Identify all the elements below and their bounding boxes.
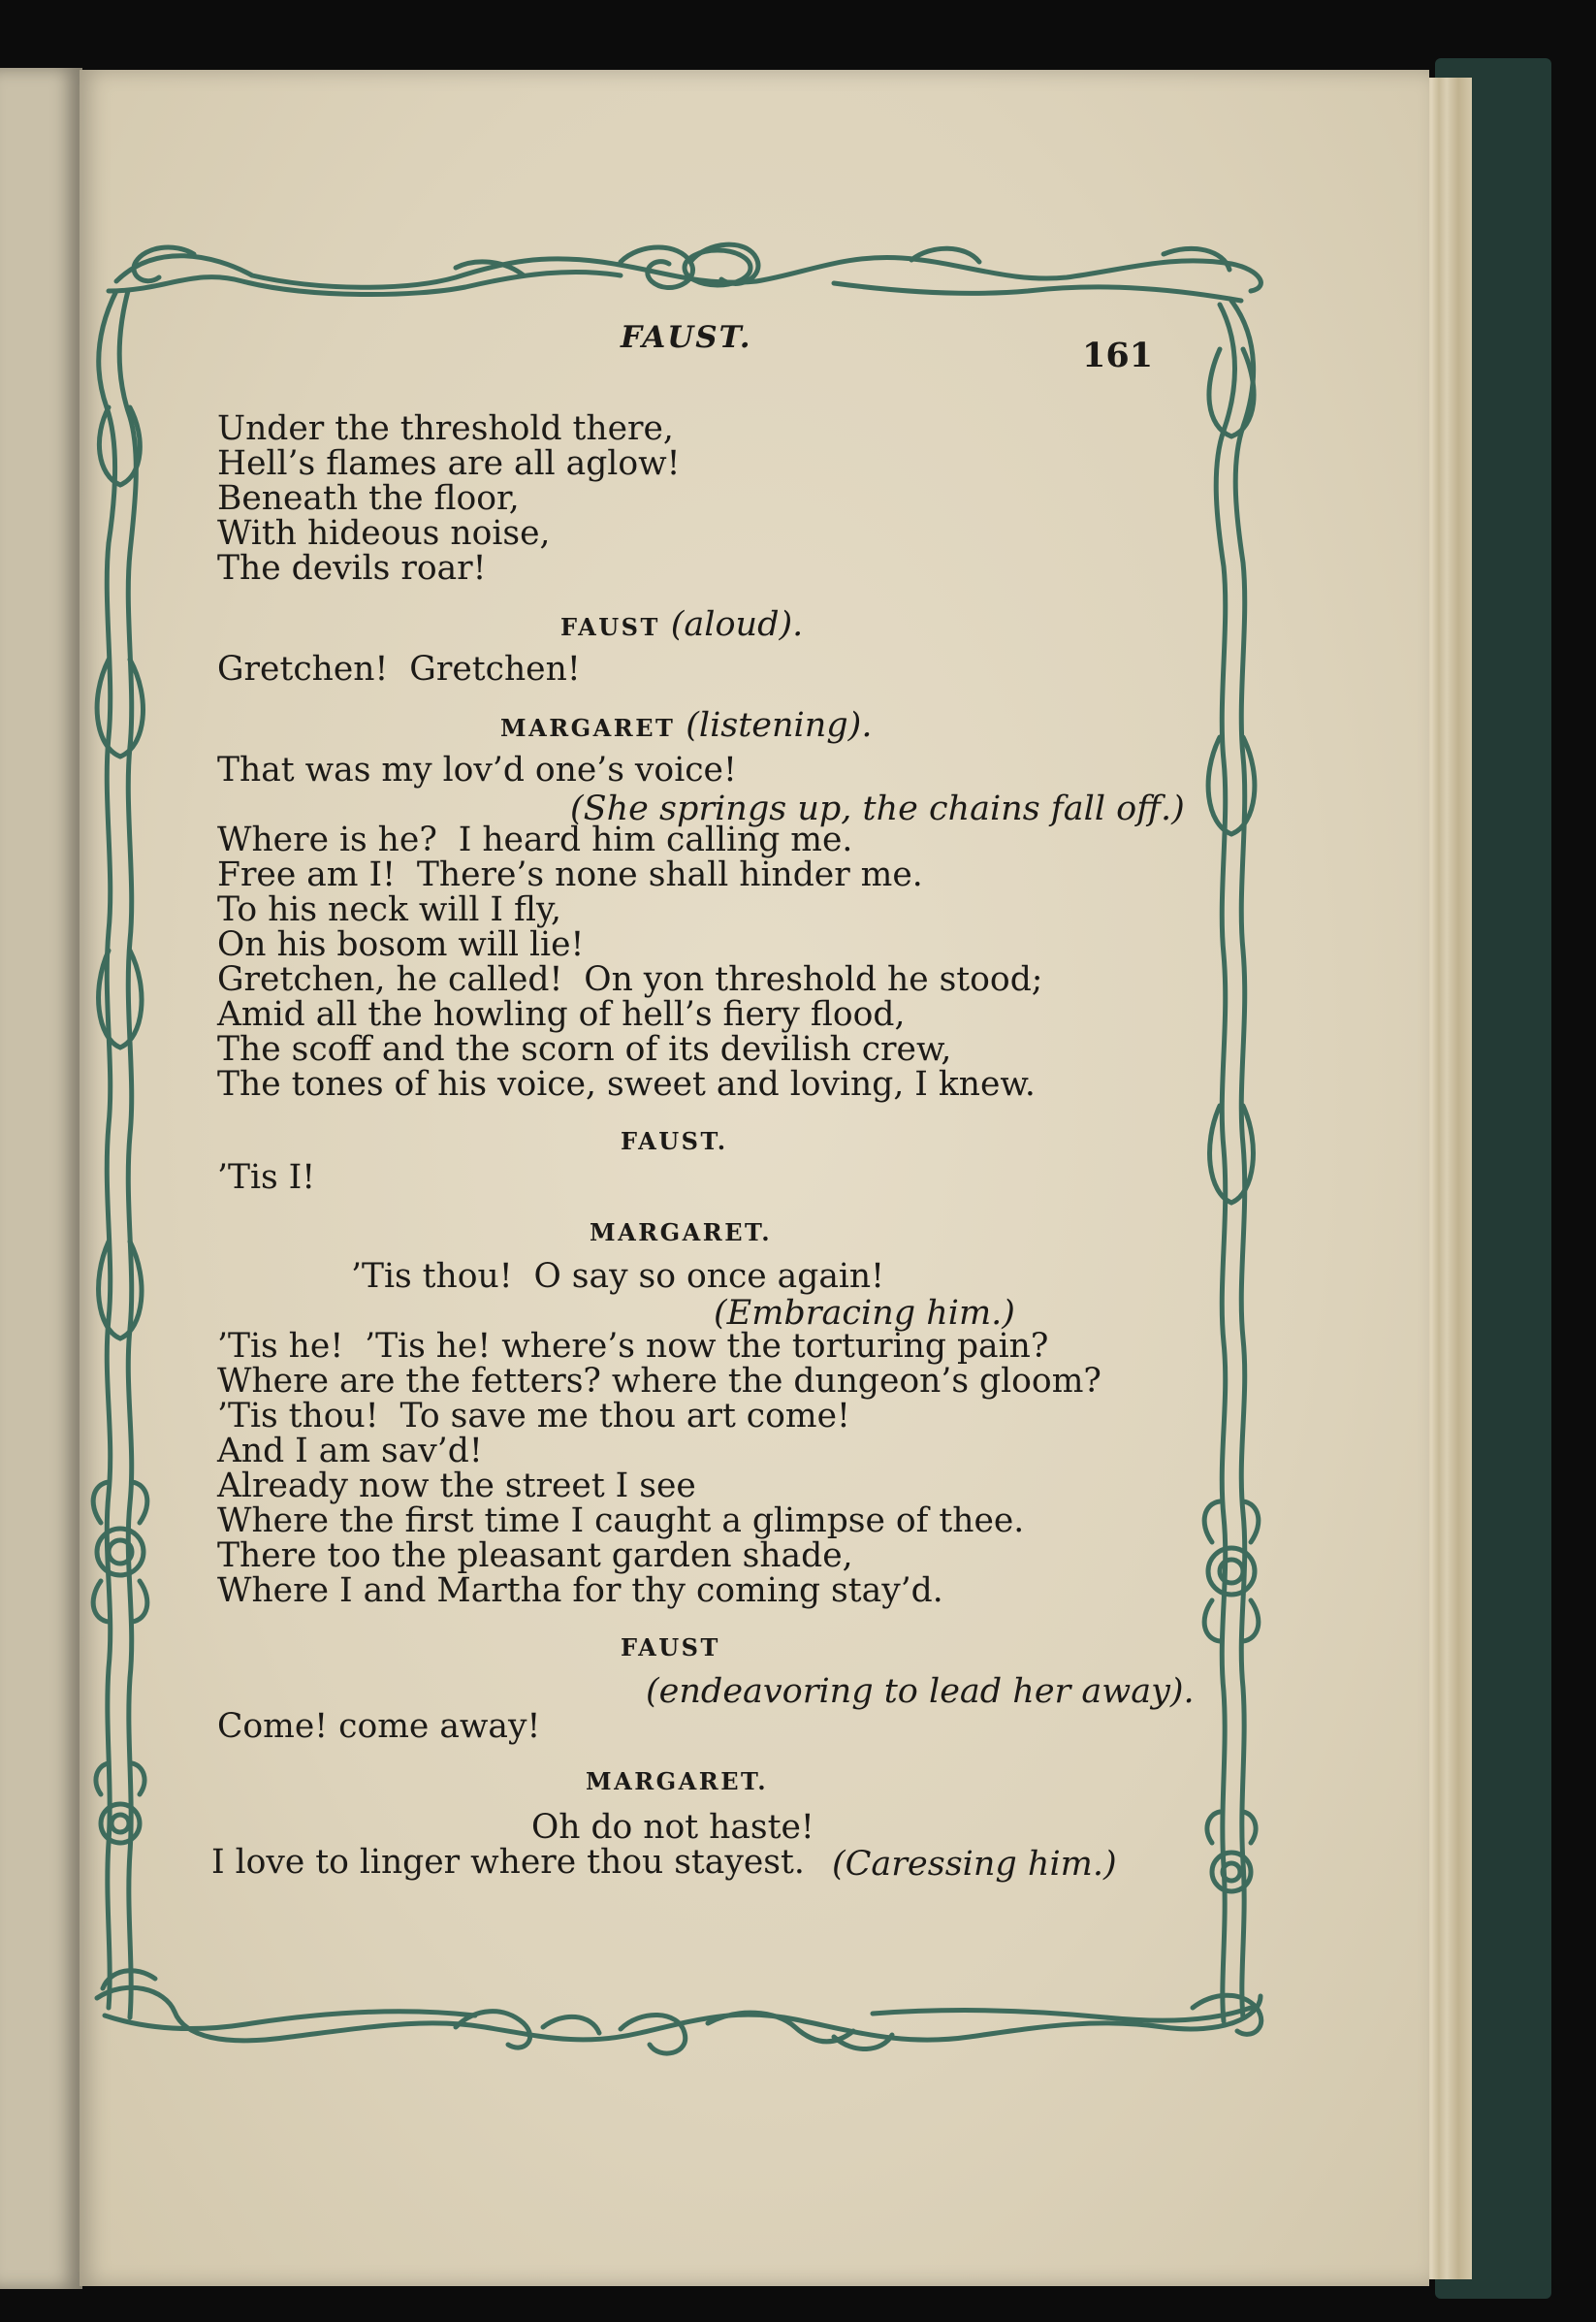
verse-line: I love to linger where thou stayest. [211,1843,805,1882]
verse-line: With hideous noise, [217,514,551,553]
verse-line: That was my lov’d one’s voice! [217,751,737,790]
speaker-direction: (aloud). [670,605,804,644]
verse-line: The tones of his voice, sweet and loving, I knew. [217,1065,1036,1104]
verse-line: Beneath the floor, [217,479,520,518]
verse-line: Already now the street I see [217,1467,696,1505]
speaker-name: FAUST [560,613,660,641]
verse-line: The scoff and the scorn of its devilish crew, [217,1030,952,1069]
verse-line: And I am sav’d! [217,1432,483,1470]
verse-line: ’Tis thou! O say so once again! [351,1257,885,1296]
verse-line: The devils roar! [217,549,487,588]
verse-line: ’Tis I! [217,1158,316,1197]
verse-line: Where is he? I heard him calling me. [217,821,853,859]
verse-line: ’Tis thou! To save me thou art come! [217,1397,850,1435]
speaker-heading: FAUST [621,1633,720,1661]
verse-line: Gretchen, he called! On yon threshold he stood; [217,960,1043,999]
stage-direction: (Caressing him.) [832,1845,1117,1884]
verse-line: Where are the fetters? where the dungeon’s gloom? [217,1362,1101,1401]
verse-line: Amid all the howling of hell’s fiery flood, [217,995,906,1034]
stage-direction: (She springs up, the chains fall off.) [570,790,1185,828]
verse-line: To his neck will I fly, [217,890,561,929]
speaker-direction: (listening). [686,706,873,745]
speaker-heading: FAUST. [621,1127,728,1155]
verse-line: ’Tis he! ’Tis he! where’s now the torturing pain? [217,1327,1049,1366]
verse-line: There too the pleasant garden shade, [217,1536,853,1575]
speaker-heading: MARGARET. [590,1218,773,1246]
verse-line: Gretchen! Gretchen! [217,650,581,689]
speaker-name: MARGARET [500,714,676,742]
verse-line: Where I and Martha for thy coming stay’d. [217,1571,943,1610]
verse-line: On his bosom will lie! [217,925,585,964]
speaker-heading [500,706,872,745]
stage-direction: (Embracing him.) [714,1294,1015,1333]
page-number: 161 [1082,336,1154,375]
verse-line: Free am I! There’s none shall hinder me. [217,855,923,894]
verse-line: Come! come away! [217,1707,541,1746]
speaker-heading: MARGARET. [586,1767,769,1795]
verse-line: Where the first time I caught a glimpse of thee. [217,1501,1025,1540]
verse-line: Oh do not haste! [531,1808,814,1847]
verse-line: Under the threshold there, [217,409,674,448]
stage-direction: (endeavoring to lead her away). [646,1672,1195,1711]
running-title: FAUST. [621,320,752,355]
speaker-heading [560,605,803,644]
verse-line: Hell’s flames are all aglow! [217,444,681,483]
